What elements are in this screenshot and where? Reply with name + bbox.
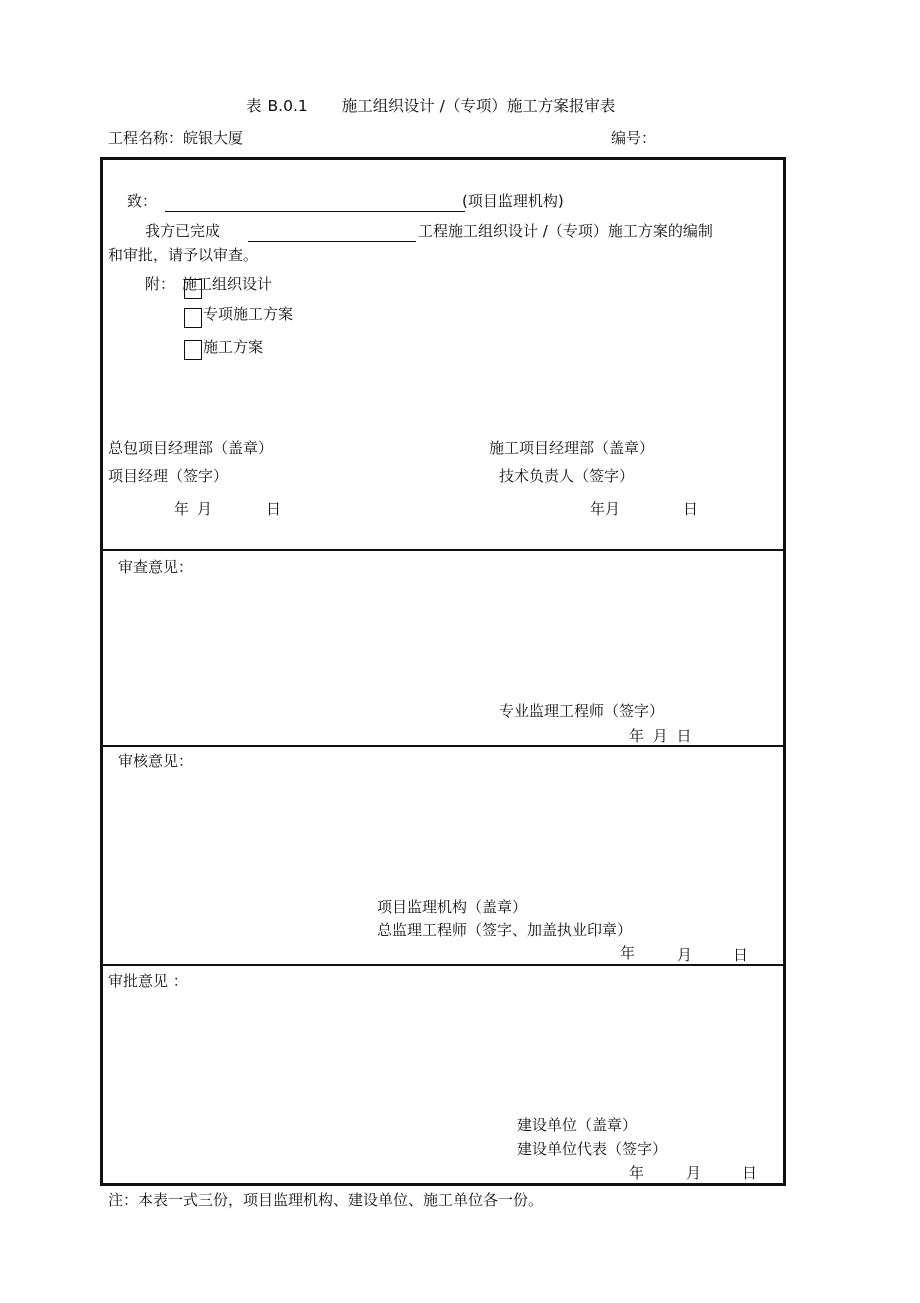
review-date: 年 月 日: [629, 727, 692, 745]
body-text-2: 和审批，请予以审查。: [108, 246, 259, 264]
review-label: 审查意见：: [118, 558, 194, 576]
audit-date-year: 年: [620, 944, 636, 962]
to-blank-underline: [165, 211, 465, 212]
title-code: B.0.1: [267, 97, 308, 115]
chief-engineer-sign: 总监理工程师（签字、加盖执业印章）: [377, 921, 633, 939]
audit-label: 审核意见：: [118, 752, 194, 770]
supervising-engineer-sign: 专业监理工程师（签字）: [499, 702, 665, 720]
attach-construction-plan: 施工方案: [203, 338, 264, 356]
checkbox-special-plan[interactable]: [184, 308, 202, 328]
to-label: 致：: [127, 192, 158, 210]
title-prefix: 表: [246, 97, 262, 115]
attach-special-plan: 专项施工方案: [203, 305, 294, 323]
form-title: [246, 97, 615, 115]
footer-note: 注：本表一式三份，项目监理机构、建设单位、施工单位各一份。: [108, 1191, 544, 1209]
to-suffix: (项目监理机构): [462, 192, 564, 210]
owner-representative-sign: 建设单位代表（签字）: [517, 1140, 668, 1158]
right-date-day: 日: [683, 500, 699, 518]
body-text-1b: 工程施工组织设计 /（专项）施工方案的编制: [418, 222, 713, 240]
general-contractor-stamp: 总包项目经理部（盖章）: [108, 439, 274, 457]
technical-lead-sign: 技术负责人（签字）: [499, 467, 635, 485]
divider-review: [100, 549, 786, 551]
approve-date-year: 年: [629, 1164, 645, 1182]
attach-construction-design: 施工组织设计: [182, 275, 273, 293]
approve-date-day: 日: [742, 1164, 758, 1182]
checkbox-construction-plan[interactable]: [184, 340, 202, 360]
body-text-1a: 我方已完成: [145, 222, 221, 240]
left-date-year: 年: [174, 500, 190, 518]
project-name: 皖银大厦: [183, 129, 244, 147]
audit-date-month: 月: [677, 946, 693, 964]
title-text: 施工组织设计 /（专项）施工方案报审表: [341, 97, 616, 115]
right-date-yearmonth: 年月: [590, 500, 621, 518]
approve-label: 审批意见 ：: [108, 972, 188, 990]
divider-audit: [100, 745, 786, 747]
audit-date-day: 日: [733, 946, 749, 964]
project-name-row: [108, 129, 243, 147]
owner-stamp: 建设单位（盖章）: [517, 1116, 638, 1134]
divider-approve: [100, 964, 786, 966]
project-manager-sign: 项目经理（签字）: [108, 467, 229, 485]
supervision-org-stamp: 项目监理机构（盖章）: [377, 898, 528, 916]
project-blank-underline: [248, 241, 416, 242]
approve-date-month: 月: [686, 1164, 702, 1182]
construction-dept-stamp: 施工项目经理部（盖章）: [489, 439, 655, 457]
left-date-month: 月: [197, 500, 213, 518]
number-label: 编号：: [611, 129, 657, 147]
attach-label: 附：: [145, 275, 176, 293]
left-date-day: 日: [266, 500, 282, 518]
project-label: 工程名称：: [108, 129, 184, 147]
